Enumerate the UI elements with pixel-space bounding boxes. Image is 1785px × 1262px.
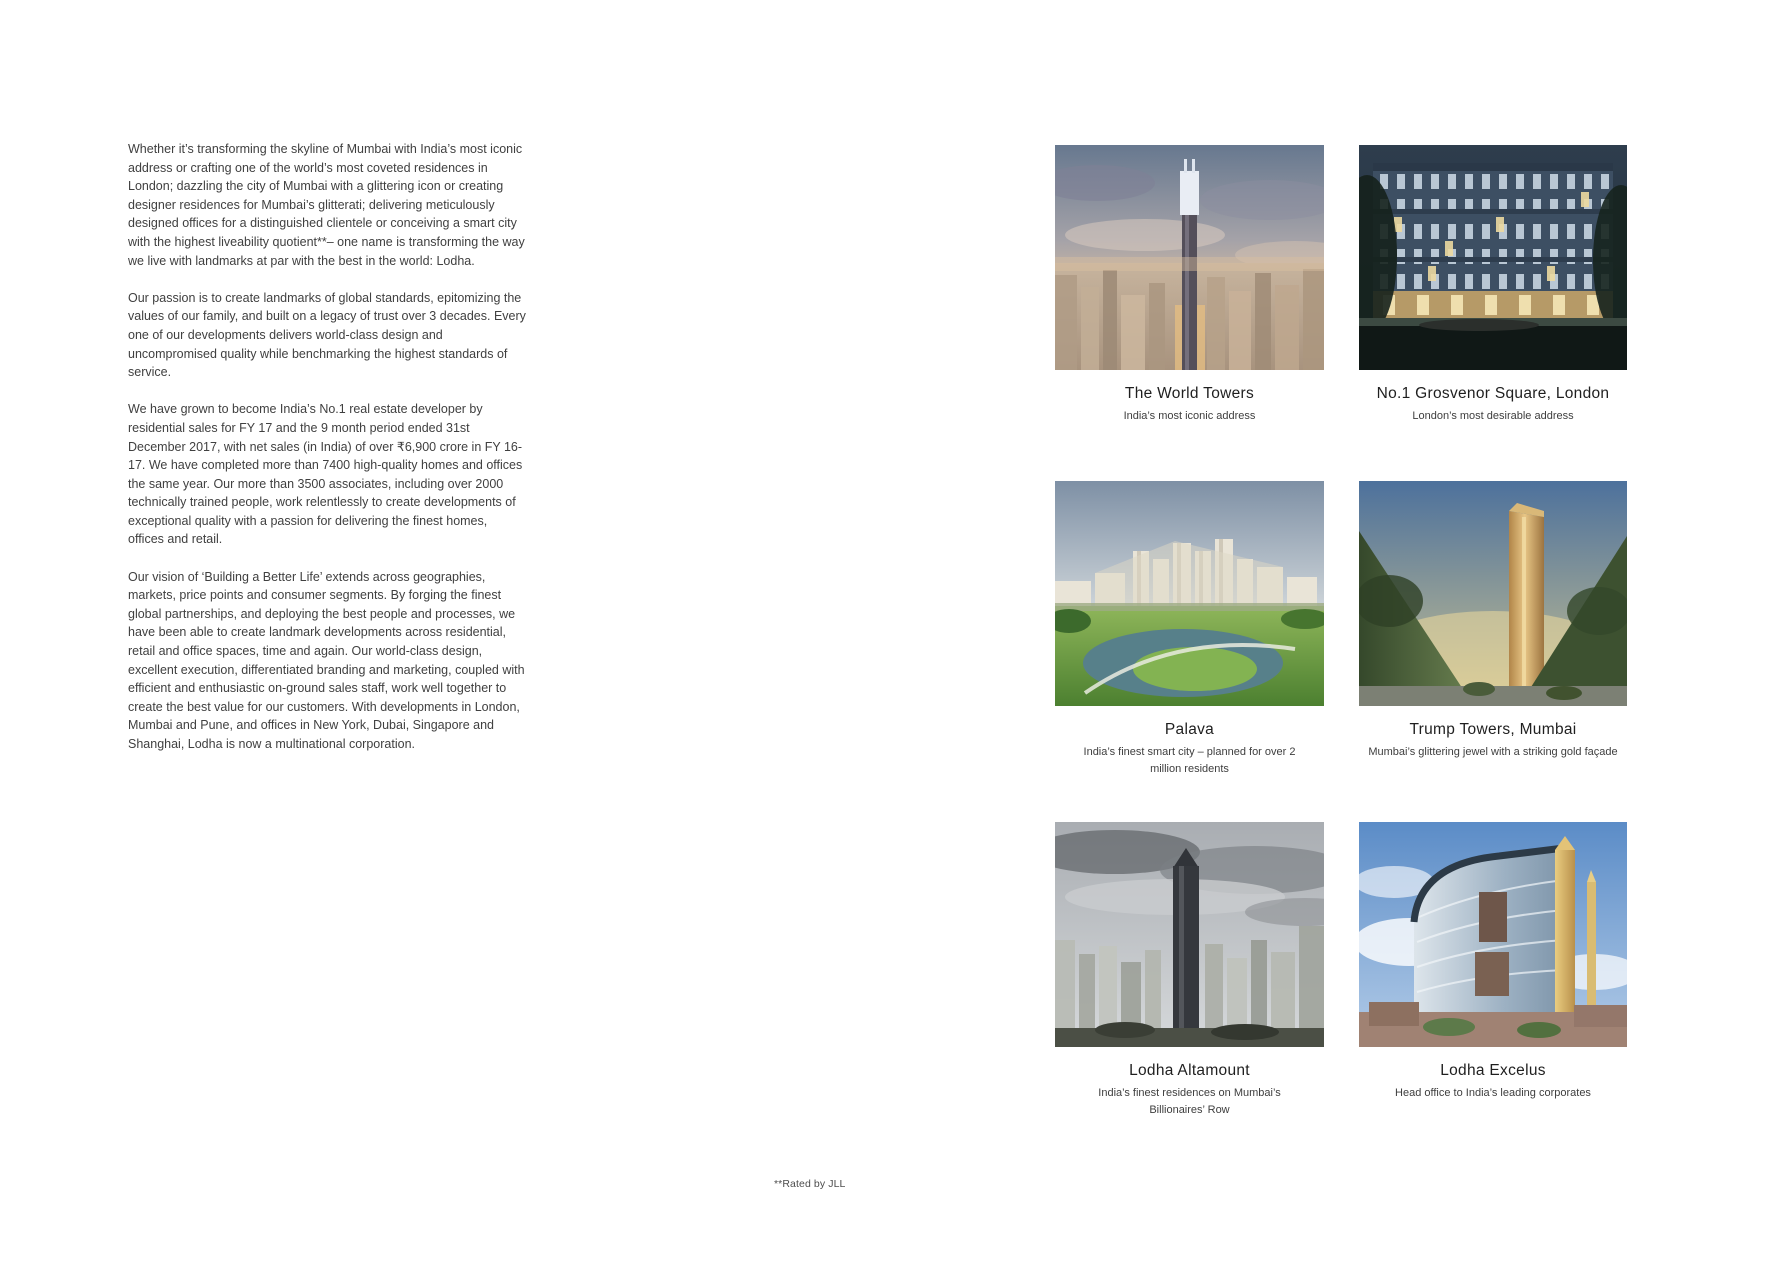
- project-card-lodha-excelus: [1359, 822, 1627, 1118]
- project-title: Lodha Excelus: [1440, 1062, 1546, 1079]
- project-subtitle: India’s most iconic address: [1123, 410, 1256, 422]
- project-subtitle: India’s finest residences on Mumbai’s Billionaires’ Row: [1098, 1087, 1281, 1116]
- project-title: Trump Towers, Mumbai: [1409, 721, 1577, 738]
- intro-text-block: [128, 140, 526, 754]
- trump-towers-illustration: [1359, 481, 1627, 706]
- lodha-excelus-illustration: [1359, 822, 1627, 1047]
- intro-paragraph-3: We have grown to become India’s No.1 real estate developer by residential sales for FY 17 and the 9 month period ended 31st December 2017, with net sales (in India) of over ₹6,900 crore in FY 16-17. We have completed more than 7400 high-quality homes and offices the same year. Our more than 3500 associates, including over 2000 technically trained people, work relentlessly to create developments of exceptional quality with a passion for delivering the finest homes, offices and retail.: [128, 402, 523, 547]
- project-subtitle: India’s finest smart city – planned for over 2 million residents: [1083, 746, 1296, 775]
- intro-paragraph-2: Our passion is to create landmarks of global standards, epitomizing the values of our family, and built on a legacy of trust over 3 decades. Every one of our developments delivers world-class design and uncompromised quality while benchmarking the highest standards of service.: [128, 290, 526, 380]
- project-card-lodha-altamount: [1055, 822, 1324, 1118]
- intro-paragraph-1: Whether it’s transforming the skyline of Mumbai with India’s most iconic address or crafting one of the world’s most coveted residences in London; dazzling the city of Mumbai with a glittering icon or creating designer residences for Mumbai’s glitterati; delivering meticulously designed offices for a distinguished clientele or conceiving a smart city with the highest liveability quotient**– one name is transforming the way we live with landmarks at par with the best in the world: Lodha.: [128, 142, 525, 268]
- project-card-world-towers: [1055, 145, 1324, 481]
- project-title: Palava: [1164, 721, 1215, 738]
- project-subtitle: Head office to India’s leading corporates: [1395, 1087, 1591, 1099]
- project-subtitle: Mumbai’s glittering jewel with a striking gold façade: [1368, 746, 1618, 758]
- lodha-altamount-illustration: [1055, 822, 1324, 1047]
- palava-image: [1055, 481, 1324, 706]
- intro-paragraph-4: Our vision of ‘Building a Better Life’ extends across geographies, markets, price points and consumer segments. By forging the finest global partnerships, and deploying the best people and processes, we have been able to create landmark developments across residential, retail and office spaces, time and again. Our world-class design, excellent execution, differentiated branding and marketing, coupled with efficient and enthusiastic on-ground sales staff, work well together to create the best value for our customers. With developments in London, Mumbai and Pune, and offices in New York, Dubai, Singapore and Shanghai, Lodha is now a multinational corporation.: [128, 569, 525, 751]
- world-towers-image: [1055, 145, 1324, 370]
- project-title: The World Towers: [1124, 385, 1255, 402]
- lodha-excelus-image: [1359, 822, 1627, 1047]
- project-caption: [1359, 721, 1627, 761]
- project-caption: [1359, 1062, 1627, 1102]
- project-subtitle: London’s most desirable address: [1412, 410, 1574, 422]
- palava-illustration: [1055, 481, 1324, 706]
- project-card-palava: [1055, 481, 1324, 822]
- project-card-trump-towers: [1359, 481, 1627, 822]
- footnote: **Rated by JLL: [774, 1178, 846, 1190]
- grosvenor-square-image: [1359, 145, 1627, 370]
- project-card-grosvenor-square: [1359, 145, 1627, 481]
- project-caption: [1055, 385, 1324, 425]
- project-caption: [1055, 1062, 1324, 1118]
- trump-towers-image: [1359, 481, 1627, 706]
- project-caption: [1359, 385, 1627, 425]
- lodha-altamount-image: [1055, 822, 1324, 1047]
- project-caption: [1055, 721, 1324, 777]
- project-gallery: [1055, 145, 1627, 1118]
- grosvenor-square-illustration: [1359, 145, 1627, 370]
- world-towers-illustration: [1055, 145, 1324, 370]
- project-title: No.1 Grosvenor Square, London: [1376, 385, 1610, 402]
- project-title: Lodha Altamount: [1129, 1062, 1250, 1079]
